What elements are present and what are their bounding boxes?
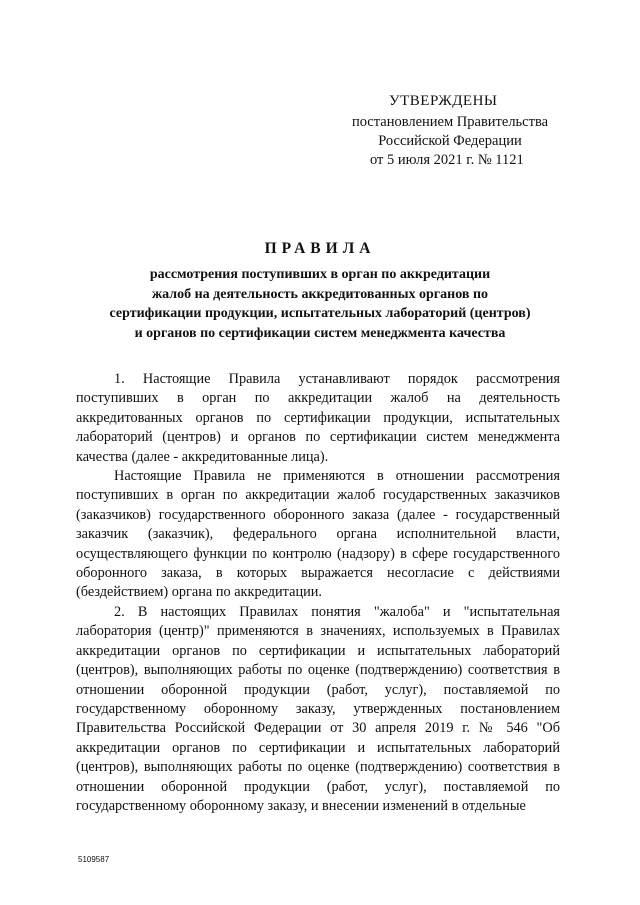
paragraph-3: 2. В настоящих Правилах понятия "жалоба" и "испытательная лаборатория (центр)" применяются в значениях, используемых в Правилах аккредитации органов по сертификации и испытательных лабораторий (центров), выполняющих работы по оценке (подтверждению) соответствия в отношении оборонной продукции (работ, услуг), поставляемой по государственному оборонному заказу, утвержденных постановлением Правительства Российской Федерации от 30 апреля 2019 г. № 546 "Об аккредитации органов по сертификации и испытательных лабораторий (центров), выполняющих работы по оценке (подтверждению) соответствия в отношении оборонной продукции (работ, услуг), поставляемой по государственному оборонному заказу, и внесении изменений в отдельные bbox=[76, 603, 560, 814]
subtitle-line-4: и органов по сертификации систем менеджмента качества bbox=[134, 325, 506, 341]
approval-heading: УТВЕРЖДЕНЫ bbox=[389, 93, 498, 109]
document-subtitle bbox=[100, 265, 540, 343]
document-title: ПРАВИЛА bbox=[264, 240, 376, 257]
paragraph-1: 1. Настоящие Правила устанавливают порядок рассмотрения поступивших в орган по аккредитации жалоб на деятельность аккредитованных органов по сертификации продукции, испытательных лабораторий (центров) и органов по сертификации систем менеджмента качества (далее - аккредитованные лица). bbox=[76, 371, 560, 465]
footer-document-code: 5109587 bbox=[78, 855, 110, 864]
paragraph-2: Настоящие Правила не применяются в отношении рассмотрения поступивших в орган по аккредитации жалоб государственных заказчиков (заказчиков) государственного оборонного заказа (далее - государственный заказчик (заказчик), федерального органа исполнительной власти, осуществляющего функции по контролю (надзору) в сфере государственного оборонного заказа, в которых выражается несогласие с действиями (бездействием) органа по аккредитации. bbox=[76, 468, 560, 601]
subtitle-line-1: рассмотрения поступивших в орган по аккредитации bbox=[149, 267, 491, 282]
subtitle-line-3: сертификации продукции, испытательных лабораторий (центров) bbox=[109, 306, 531, 321]
approval-date-line: от 5 июля 2021 г. № 1121 bbox=[370, 152, 524, 168]
approval-line-1: постановлением Правительства bbox=[351, 114, 549, 130]
approval-line-2: Российской Федерации bbox=[378, 133, 522, 149]
subtitle-line-2: жалоб на деятельность аккредитованных органов по bbox=[151, 286, 489, 302]
approval-block bbox=[340, 92, 560, 170]
document-body bbox=[76, 370, 560, 816]
